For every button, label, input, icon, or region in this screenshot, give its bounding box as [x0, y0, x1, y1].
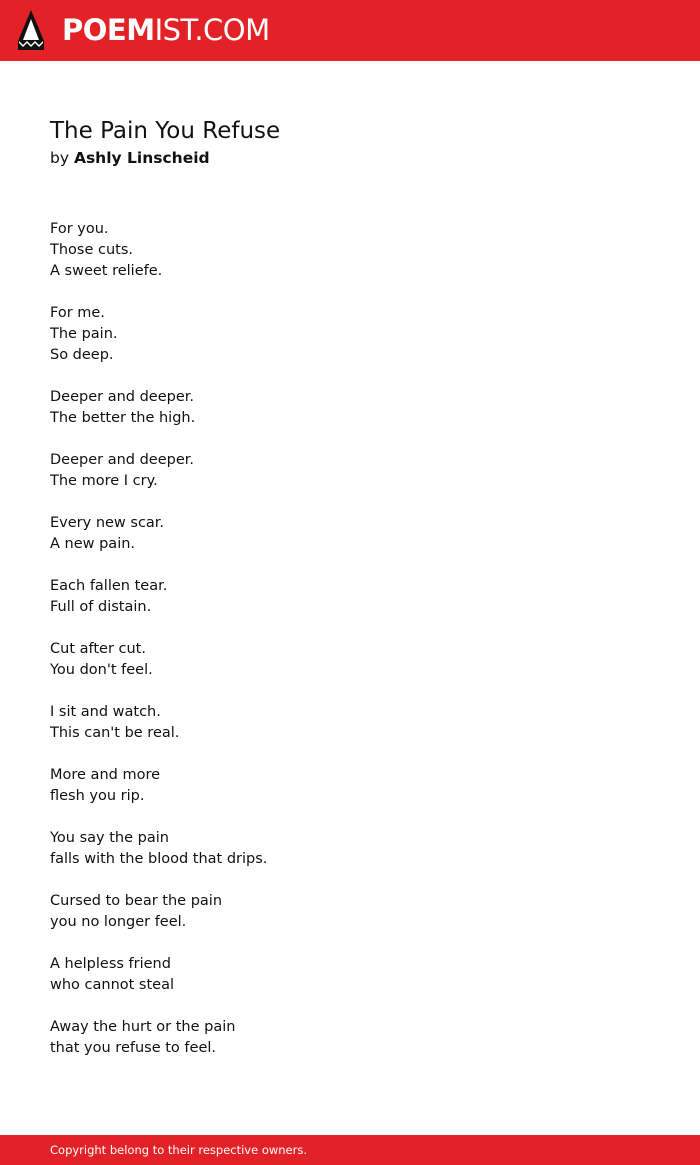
site-logo[interactable] — [62, 12, 270, 48]
poem-line: Every new scar. — [50, 515, 165, 531]
poem-line: Those cuts. — [50, 242, 134, 258]
poem-line: You don't feel. — [50, 662, 153, 678]
pen-nib-icon — [17, 9, 45, 51]
poem-line: Full of distain. — [50, 599, 152, 615]
stanza — [50, 702, 650, 744]
byline — [50, 148, 210, 169]
site-header — [0, 0, 700, 61]
poem-line: Each fallen tear. — [50, 578, 168, 594]
poem-line: So deep. — [50, 347, 114, 363]
poem-line: This can't be real. — [50, 725, 180, 741]
stanza — [50, 765, 650, 807]
poem-line: More and more — [50, 767, 161, 783]
stanza — [50, 891, 650, 933]
poem-line: Away the hurt or the pain — [50, 1019, 236, 1035]
poem-line: A sweet reliefe. — [50, 263, 163, 279]
by-label: by — [50, 149, 70, 167]
stanza — [50, 576, 650, 618]
poem-body — [50, 219, 650, 1080]
poem-line: flesh you rip. — [50, 788, 145, 804]
poem-line: you no longer feel. — [50, 914, 187, 930]
poem-line: Cursed to bear the pain — [50, 893, 223, 909]
stanza — [50, 450, 650, 492]
stanza — [50, 387, 650, 429]
poem-line: Cut after cut. — [50, 641, 146, 657]
poem-line: For me. — [50, 305, 105, 321]
poem-line: The better the high. — [50, 410, 196, 426]
poem-line: falls with the blood that drips. — [50, 851, 268, 867]
author-name: Ashly Linscheid — [73, 149, 210, 167]
stanza — [50, 1017, 650, 1059]
stanza — [50, 828, 650, 870]
brand-light: IST.COM — [154, 13, 270, 47]
poem-line: You say the pain — [50, 830, 169, 846]
poem-line: Deeper and deeper. — [50, 452, 195, 468]
poem-title: The Pain You Refuse — [50, 118, 281, 144]
stanza — [50, 639, 650, 681]
stanza — [50, 303, 650, 366]
poem-line: Deeper and deeper. — [50, 389, 195, 405]
site-footer — [0, 1135, 700, 1165]
copyright-text: Copyright belong to their respective owners. — [50, 1143, 308, 1157]
brand-bold: POEM — [62, 13, 155, 47]
poem-line: A helpless friend — [50, 956, 171, 972]
stanza — [50, 219, 650, 282]
stanza — [50, 954, 650, 996]
poem-line: who cannot steal — [50, 977, 175, 993]
poem-line: The pain. — [50, 326, 118, 342]
stanza — [50, 513, 650, 555]
poem-line: The more I cry. — [50, 473, 158, 489]
poem-line: A new pain. — [50, 536, 136, 552]
poem-line: I sit and watch. — [50, 704, 161, 720]
poem-line: For you. — [50, 221, 109, 237]
poem-line: that you refuse to feel. — [50, 1040, 216, 1056]
